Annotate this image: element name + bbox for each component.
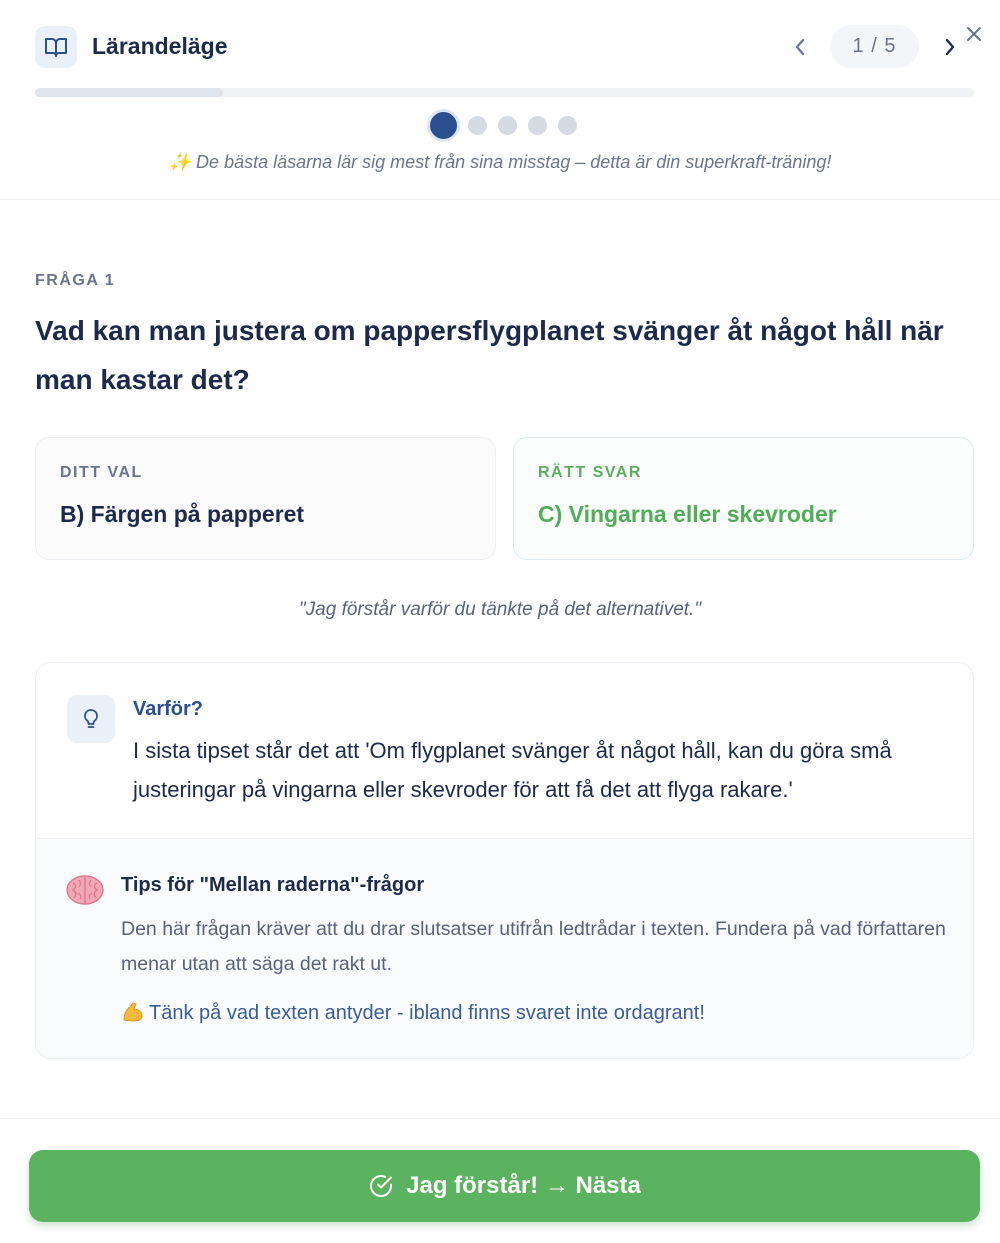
modal-title: Lärandeläge bbox=[92, 33, 228, 59]
modal-header bbox=[0, 0, 1000, 200]
understood-next-label: Jag förstår! → Nästa bbox=[406, 1172, 641, 1199]
your-answer-value: B) Färgen på papperet bbox=[60, 501, 305, 527]
lightbulb-icon bbox=[67, 695, 115, 743]
close-button[interactable] bbox=[962, 22, 986, 46]
your-answer-label: DITT VAL bbox=[60, 464, 143, 481]
tips-title: Tips för "Mellan raderna"-frågor bbox=[121, 874, 425, 896]
understood-next-button[interactable] bbox=[29, 1150, 980, 1222]
correct-answer-card bbox=[513, 437, 974, 560]
your-answer-card bbox=[35, 437, 496, 560]
progress-bar bbox=[35, 88, 974, 97]
question-number: FRÅGA 1 bbox=[35, 272, 116, 289]
next-button[interactable] bbox=[938, 33, 962, 61]
previous-button[interactable] bbox=[788, 33, 812, 61]
question-counter: 1 / 5 bbox=[830, 25, 919, 68]
brain-icon bbox=[64, 873, 106, 909]
tips-encouragement bbox=[121, 1001, 705, 1025]
chevron-left-icon bbox=[794, 38, 806, 56]
flexed-biceps-icon bbox=[121, 1001, 145, 1023]
tips-cta-text: Tänk på vad texten antyder - ibland finns svaret inte ordagrant! bbox=[149, 1002, 705, 1024]
why-section bbox=[36, 663, 973, 839]
progress-fill bbox=[35, 88, 223, 97]
step-indicator bbox=[430, 111, 577, 139]
book-open-icon bbox=[35, 26, 77, 68]
correct-answer-label: RÄTT SVAR bbox=[538, 464, 642, 481]
motivation-text: ✨ De bästa läsarna lär sig mest från sina misstag – detta är din superkraft-träning! bbox=[168, 152, 832, 172]
step-dot bbox=[468, 116, 487, 135]
question-text: Vad kan man justera om pappersflygplanet svänger åt något håll när man kastar det? bbox=[35, 315, 944, 395]
chevron-right-icon bbox=[944, 38, 956, 56]
check-circle-icon bbox=[368, 1173, 394, 1199]
why-text: I sista tipset står det att 'Om flygplanet svänger åt något håll, kan du göra små justeringar på vingarna eller skevroder för att få det att flyga rakare.' bbox=[133, 738, 892, 802]
step-dot bbox=[498, 116, 517, 135]
explanation-card bbox=[35, 662, 974, 1059]
step-dot bbox=[528, 116, 547, 135]
step-dot bbox=[558, 116, 577, 135]
tips-section bbox=[36, 839, 973, 1059]
tips-text: Den här frågan kräver att du drar slutsatser utifrån ledtrådar i texten. Fundera på vad författaren menar utan att säga det rakt ut. bbox=[121, 918, 946, 975]
empathy-quote: "Jag förstår varför du tänkte på det alternativet." bbox=[298, 599, 702, 620]
why-title: Varför? bbox=[133, 698, 204, 720]
close-icon bbox=[966, 26, 982, 42]
correct-answer-value: C) Vingarna eller skevroder bbox=[538, 501, 837, 527]
footer-divider bbox=[0, 1118, 1000, 1119]
step-dot bbox=[430, 112, 457, 139]
